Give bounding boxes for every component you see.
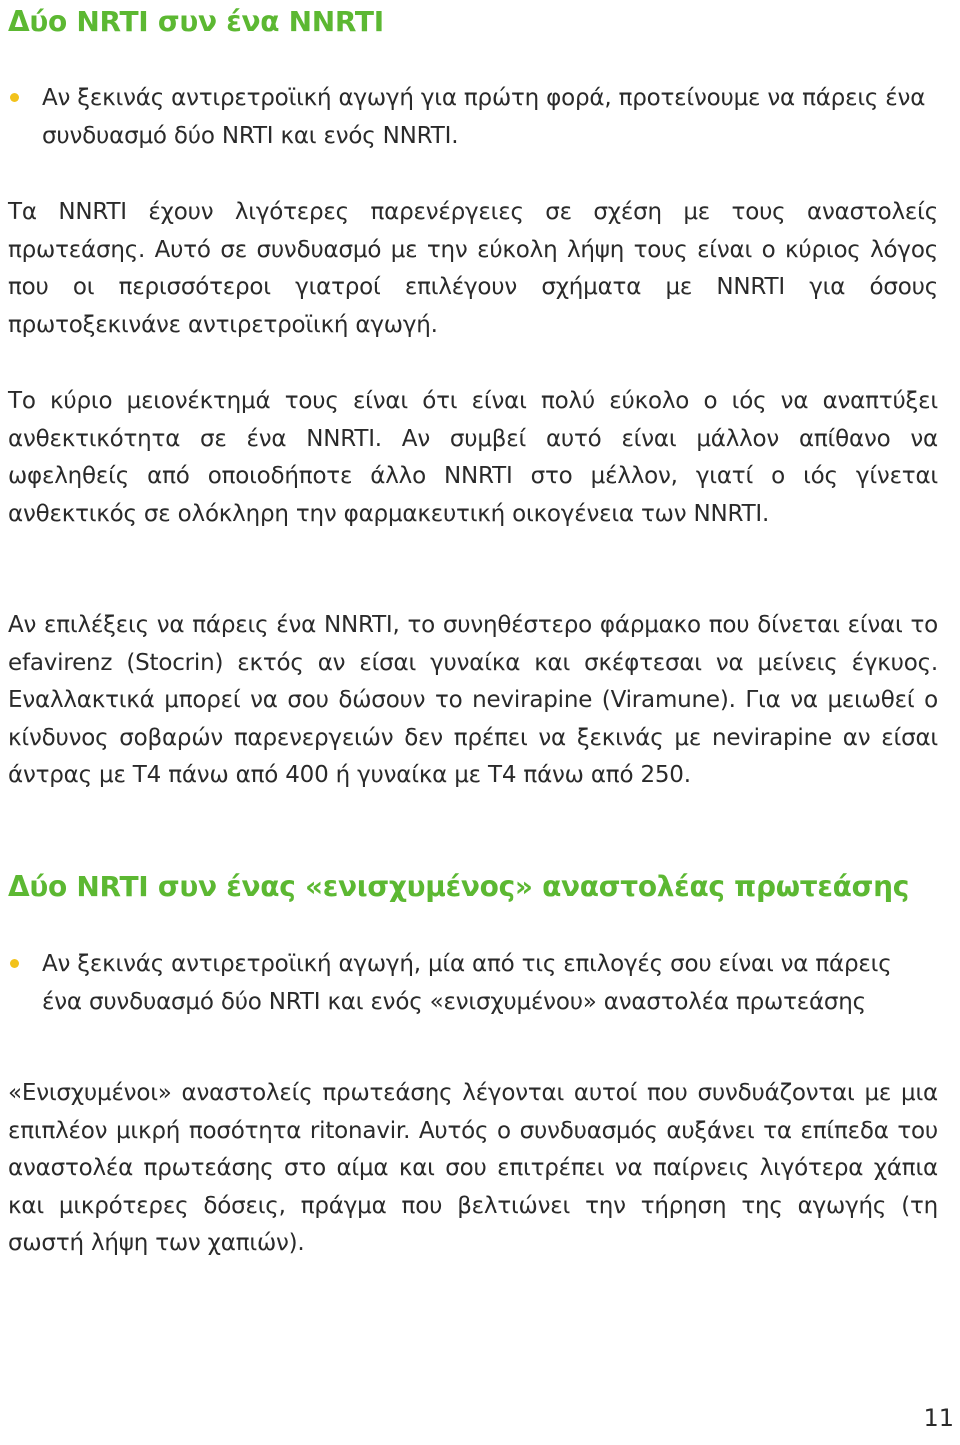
bullet-dot-icon <box>10 93 19 102</box>
paragraph-3: Αν επιλέξεις να πάρεις ένα NNRTI, το συνηθέστερο φάρμακο που δίνεται είναι το efavirenz (Stocrin) εκτός αν είσαι γυναίκα και σκέφτεσαι να μείνεις έγκυος. Εναλλακτικά μπορεί να σου δώσουν το nevirapine (Viramune). Για να μειωθεί ο κίνδυνος σοβαρών παρενεργειών δεν πρέπει να ξεκινάς με nevirapine αν είσαι άντρας με T4 πάνω από 400 ή γυναίκα με T4 πάνω από 250. <box>8 612 938 789</box>
bullet-text-2: Αν ξεκινάς αντιρετροϊική αγωγή, μία από τις επιλογές σου είναι να πάρεις ένα συνδυασμό δύο NRTI και ενός «ενισχυμένου» αναστολέα πρωτεάσης <box>42 951 892 1015</box>
bullet-text-1: Αν ξεκινάς αντιρετροϊική αγωγή για πρώτη φορά, προτείνουμε να πάρεις ένα συνδυασμό δύο NRTI και ενός NNRTI. <box>42 85 926 149</box>
paragraph-2: Το κύριο μειονέκτημά τους είναι ότι είναι πολύ εύκολο ο ιός να αναπτύξει ανθεκτικότητα σε ένα NNRTI. Αν συμβεί αυτό είναι μάλλον απίθανο να ωφεληθείς από οποιοδήποτε άλλο NNRTI στο μέλλον, γιατί ο ιός γίνεται ανθεκτικός σε ολόκληρη την φαρμακευτική οικογένεια των NNRTI. <box>8 388 938 527</box>
bullet-dot-icon <box>10 959 19 968</box>
bullet-item-2 <box>8 946 938 1021</box>
bullet-item-1 <box>8 80 938 155</box>
page-number: 11 <box>923 1404 954 1432</box>
section-heading-2: Δύο NRTI συν ένας «ενισχυμένος» αναστολέας πρωτεάσης <box>8 870 910 903</box>
paragraph-4: «Ενισχυμένοι» αναστολείς πρωτεάσης λέγονται αυτοί που συνδυάζονται με μια επιπλέον μικρή ποσότητα ritonavir. Αυτός ο συνδυασμός αυξάνει τα επίπεδα του αναστολέα πρωτεάσης στο αίμα και σου επιτρέπει να παίρνεις λιγότερα χάπια και μικρότερες δόσεις, πράγμα που βελτιώνει την τήρηση της αγωγής (τη σωστή λήψη των χαπιών). <box>8 1080 938 1257</box>
section-heading-1: Δύο NRTI συν ένα NNRTI <box>8 5 384 38</box>
paragraph-1: Τα NNRTI έχουν λιγότερες παρενέργειες σε σχέση με τους αναστολείς πρωτεάσης. Αυτό σε συνδυασμό με την εύκολη λήψη τους είναι ο κύριος λόγος που οι περισσότεροι γιατροί επιλέγουν σχήματα με NNRTI για όσους πρωτοξεκινάνε αντιρετροϊική αγωγή. <box>8 199 938 338</box>
